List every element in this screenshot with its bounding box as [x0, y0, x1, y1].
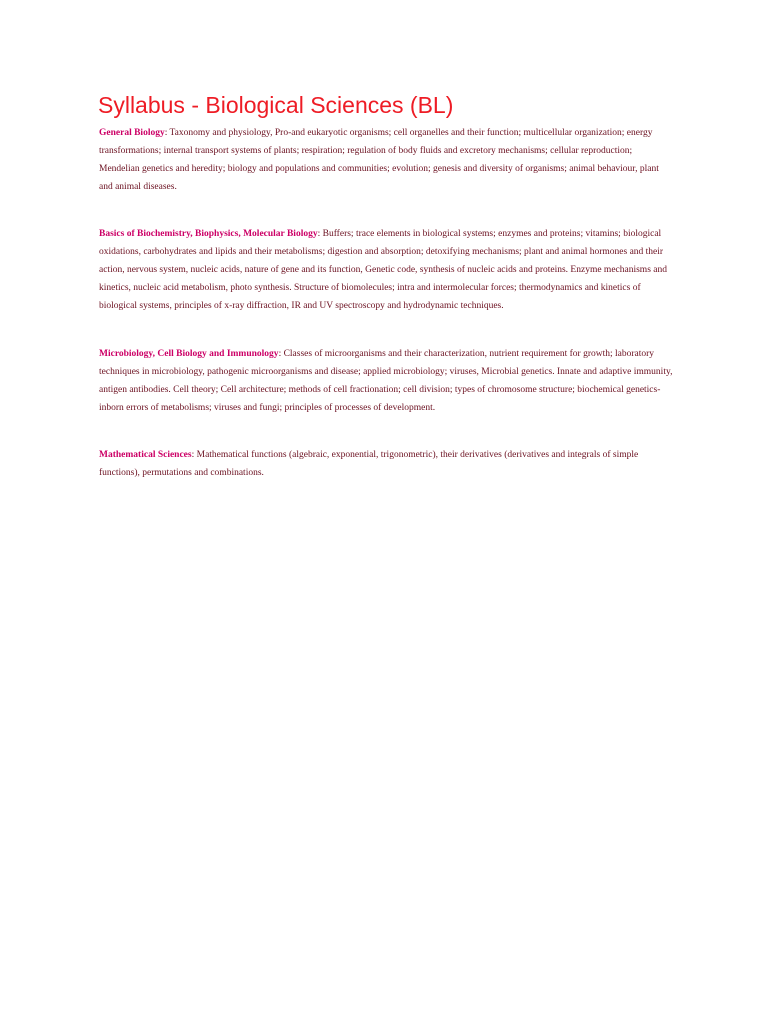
section-body: : Buffers; trace elements in biological systems; enzymes and proteins; vitamins; biological oxidations, carbohydrates and lipids and their metabolisms; digestion and absorption; detoxifying mechanisms; plant and animal hormones and their action, nervous system, nucleic acids, nature of gene and its function, Genetic code, synthesis of nucleic acids and proteins. Enzyme mechanisms and kinetics, nucleic acid metabolism, photo synthesis. Structure of biomolecules; intra and intermolecular forces; thermodynamics and kinetics of biological systems, principles of x-ray diffraction, IR and UV spectroscopy and hydrodynamic techniques.	[99, 229, 667, 311]
section-microbiology	[99, 345, 674, 417]
section-mathematical-sciences	[99, 446, 674, 482]
page-title: Syllabus - Biological Sciences (BL)	[98, 92, 454, 118]
section-body: : Taxonomy and physiology, Pro-and eukaryotic organisms; cell organelles and their function; multicellular organization; energy transformations; internal transport systems of plants; respiration; regulation of body fluids and excretory mechanisms; cellular reproduction; Mendelian genetics and heredity; biology and populations and communities; evolution; genesis and diversity of organisms; animal behaviour, plant and animal diseases.	[99, 128, 659, 192]
section-general-biology	[99, 124, 674, 196]
section-heading: Mathematical Sciences	[99, 450, 192, 460]
section-heading: Microbiology, Cell Biology and Immunology	[99, 349, 279, 359]
section-heading: General Biology	[99, 128, 165, 138]
section-body: : Classes of microorganisms and their characterization, nutrient requirement for growth; laboratory techniques in microbiology, pathogenic microorganisms and disease; applied microbiology; viruses, Microbial genetics. Innate and adaptive immunity, antigen antibodies. Cell theory; Cell architecture; methods of cell fractionation; cell division; types of chromosome structure; biochemical genetics- inborn errors of metabolisms; viruses and fungi; principles of processes of development.	[99, 349, 673, 413]
section-body: : Mathematical functions (algebraic, exponential, trigonometric), their derivatives (derivatives and integrals of simple functions), permutations and combinations.	[99, 450, 639, 478]
section-biochemistry	[99, 225, 674, 315]
section-heading: Basics of Biochemistry, Biophysics, Molecular Biology	[99, 229, 318, 239]
